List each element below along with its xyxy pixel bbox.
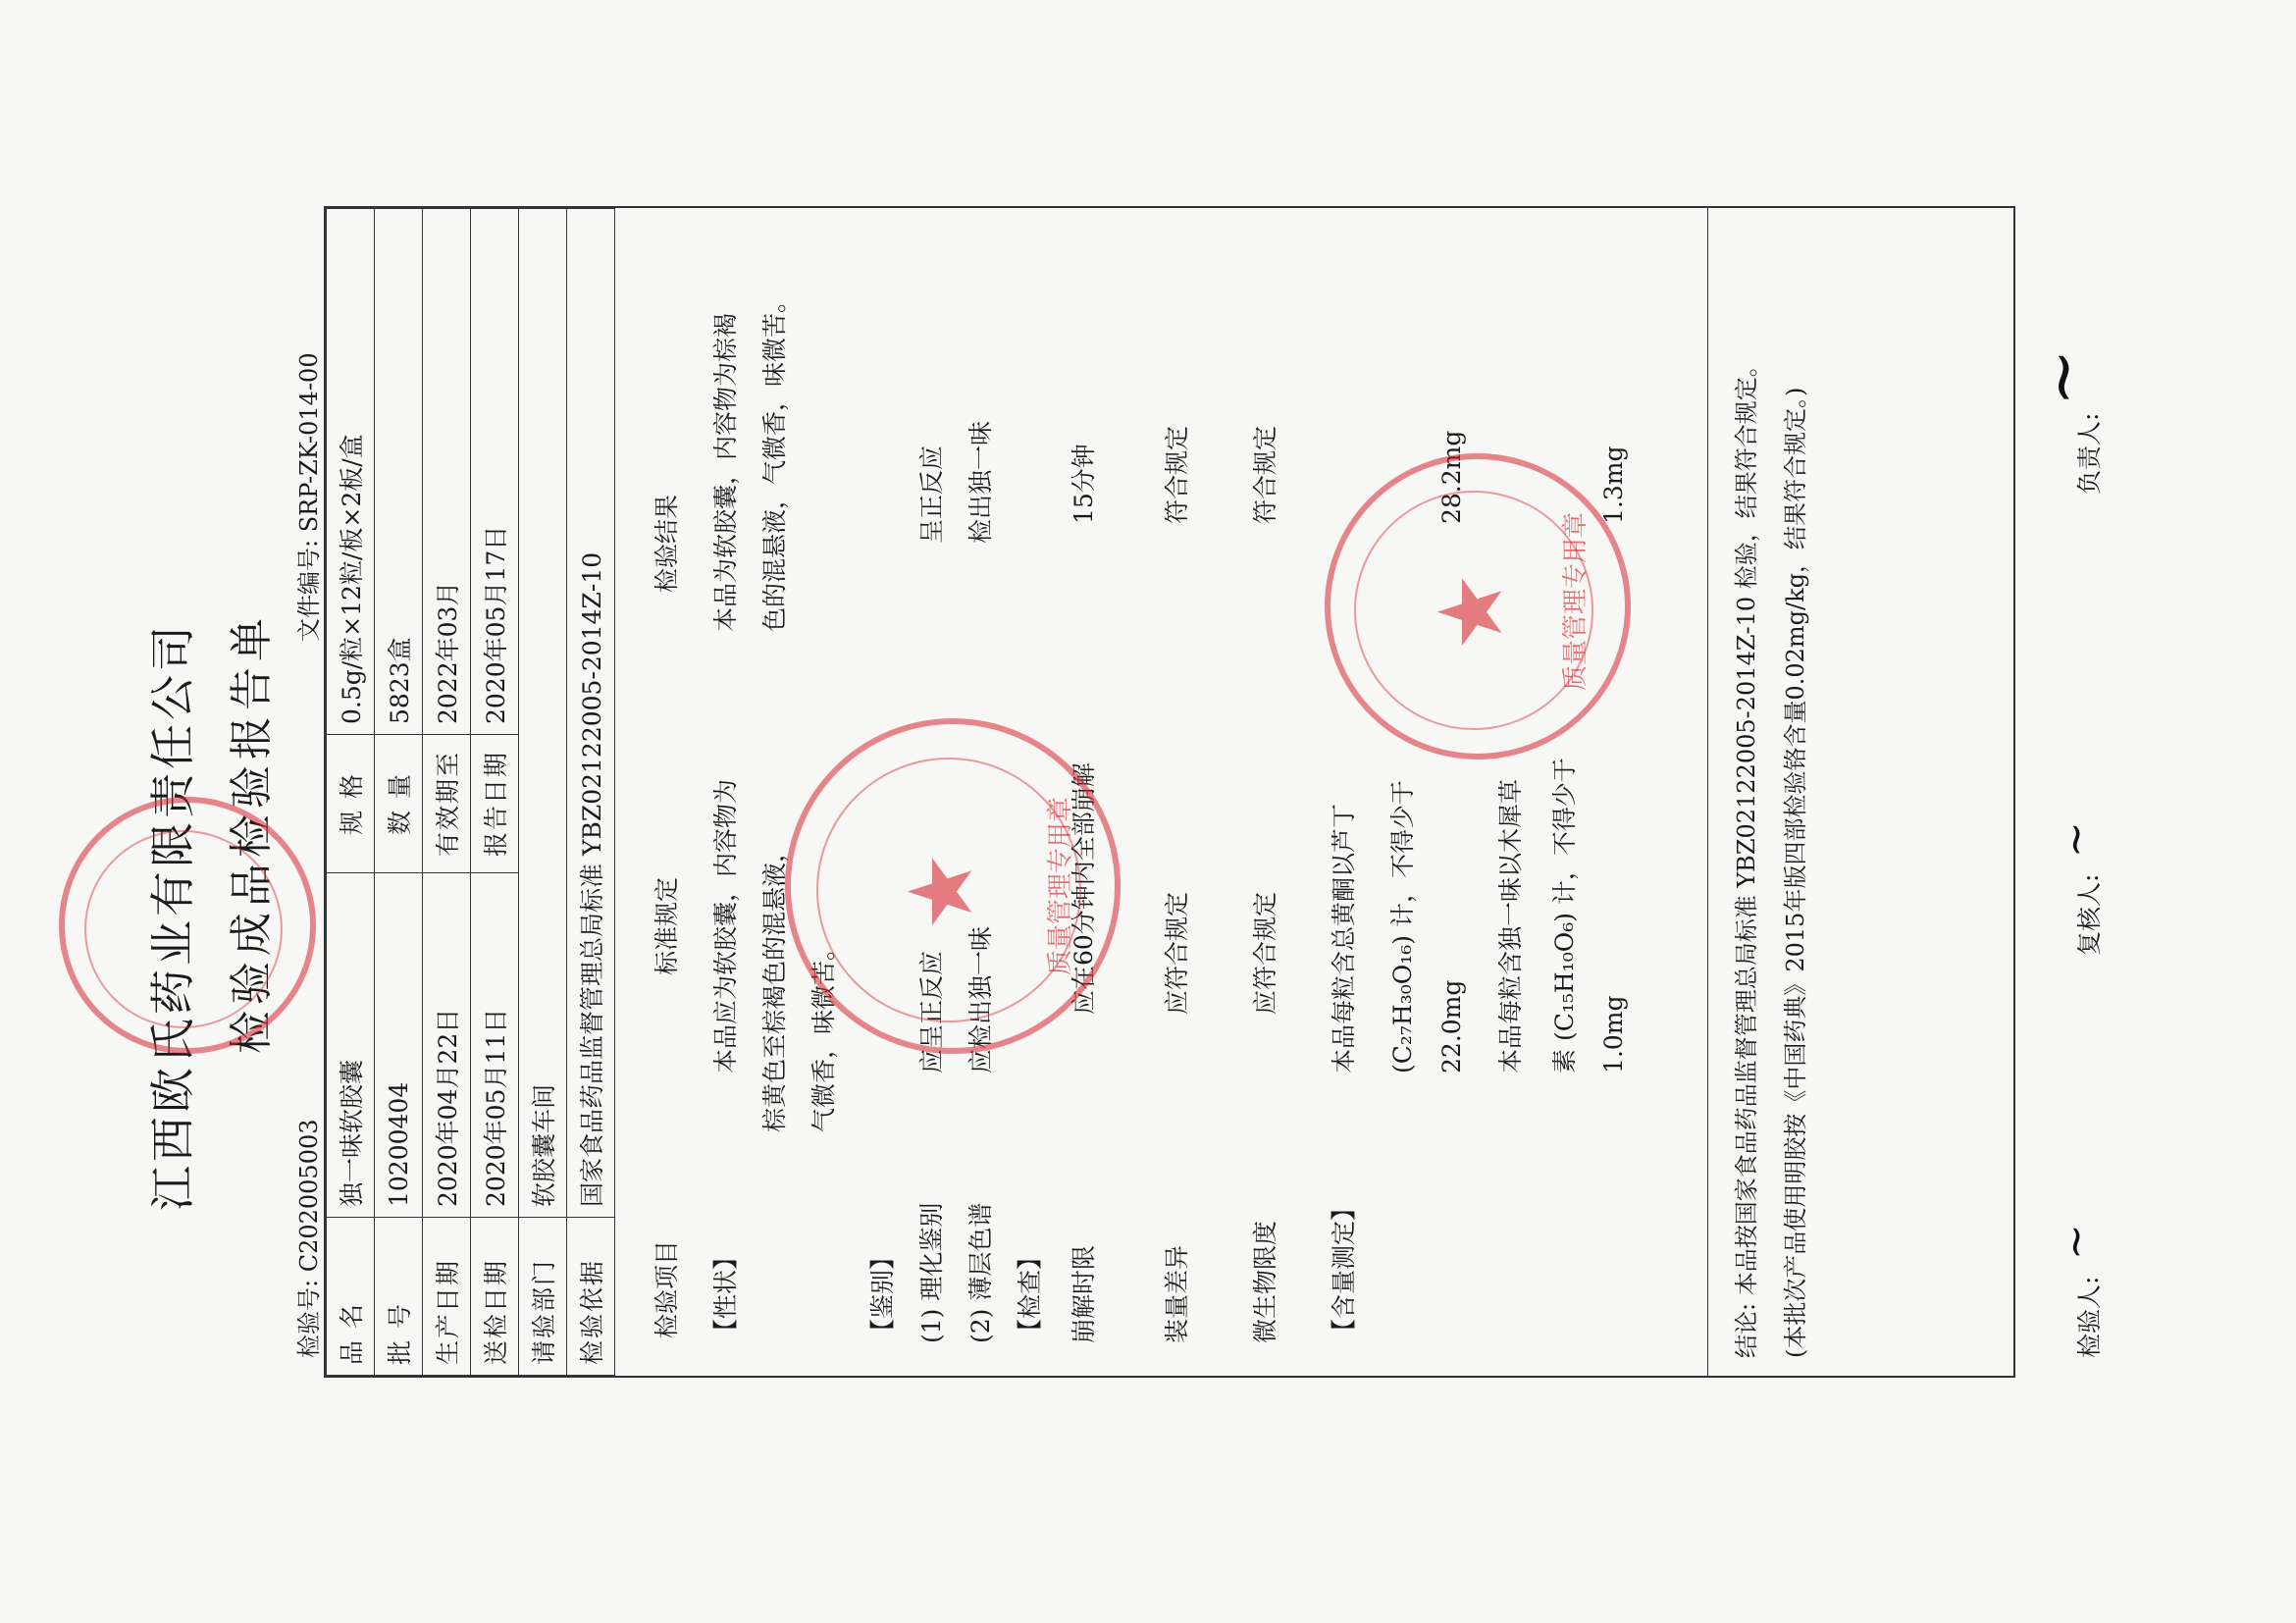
characteristics-result-2: 色的混悬液，气微香，味微苦。 [760,288,789,632]
quantity-value: 5823盒 [375,209,423,735]
responsible-label: 负责人: [2075,412,2104,495]
quantity-label: 数 量 [375,735,423,873]
inspector-label: 检验人: [2075,1276,2104,1358]
valid-until-value: 2022年03月 [423,209,471,735]
table-row [519,209,567,1376]
assay2-result: 1.3mg [1599,445,1628,524]
assay2-standard-1: 本品每粒含独一味以木犀草 [1496,778,1525,1073]
report-date-value: 2020年05月17日 [471,209,519,735]
inspection-number: 检验号: C202005003 [295,1119,323,1358]
identification-label: 【鉴别】 [868,1244,897,1343]
basis-label: 检验依据 [567,1218,615,1376]
microbial-limit-label: 微生物限度 [1251,1220,1279,1343]
characteristics-standard-3: 气微香，味微苦。 [809,935,838,1132]
file-number: 文件编号: SRP-ZK-014-00 [295,352,323,642]
company-title: 江西欧氏药业有限责任公司 [146,622,199,1211]
characteristics-result-1: 本品为软胶囊，内容物为棕褐 [711,312,740,632]
characteristics-standard-1: 本品应为软胶囊，内容物为 [711,778,740,1073]
assay-standard-1: 本品每粒含总黄酮以芦丁 [1330,803,1358,1073]
header-standard: 标准规定 [652,876,681,975]
name-label: 品 名 [327,1218,375,1376]
assay2-standard-2: 素 (C₁₅H₁₀O₆) 计，不得少于 [1550,758,1579,1073]
quality-seal-middle-center: 质量管理专用章 [1046,796,1075,975]
quality-seal-right-center: 质量管理专用章 [1561,511,1591,691]
responsible-signature: ~ [2021,348,2102,406]
batch-value: 10200404 [375,873,423,1218]
characteristics-standard-2: 棕黄色至棕褐色的混悬液， [760,837,789,1132]
table-row [375,209,423,1376]
conclusion-line-1: 结论: 本品按国家食品药品监督管理总局标准 YBZ02122005-2014Z-10 检验，结果符合规定。 [1733,353,1760,1358]
spec-label: 规 格 [327,735,375,873]
reviewer-signature: ~ [2051,821,2101,858]
characteristics-label: 【性状】 [711,1244,740,1343]
star-icon: ★ [1420,572,1523,652]
company-seal-top [59,797,316,1054]
identification-1-result: 呈正反应 [917,445,946,544]
report-date-label: 报告日期 [471,735,519,873]
disintegration-label: 崩解时限 [1070,1244,1098,1343]
assay-result: 28.2mg [1437,430,1466,524]
table-row [327,209,375,1376]
loading-variation-label: 装量差异 [1163,1244,1191,1343]
batch-label: 批 号 [375,1218,423,1376]
identification-2-standard: 应检出独一味 [966,925,995,1073]
name-value: 独一味软胶囊 [327,873,375,1218]
production-date-label: 生产日期 [423,1218,471,1376]
identification-1-standard: 应呈正反应 [917,950,946,1073]
table-row [423,209,471,1376]
dept-label: 请验部门 [519,1218,567,1376]
assay-label: 【含量测定】 [1330,1195,1358,1343]
checks-label: 【检查】 [1016,1244,1044,1343]
identification-1: (1) 理化鉴别 [917,1202,946,1343]
inspector-signature: ~ [2051,1224,2101,1260]
assay-standard-2: (C₂₇H₃₀O₁₆) 计，不得少于 [1388,779,1417,1073]
header-item: 检验项目 [652,1239,681,1338]
microbial-limit-standard: 应符合规定 [1251,891,1279,1015]
spec-value: 0.5g/粒×12粒/板×2板/盒 [327,209,375,735]
send-date-value: 2020年05月11日 [471,873,519,1218]
dept-value: 软胶囊车间 [519,209,567,1218]
table-row [567,209,615,1376]
disintegration-standard: 应在60分钟内全部崩解 [1070,762,1098,1015]
report-title: 检验成品检验报告单 [227,612,277,1054]
conclusion-line-2: (本批次产品使用明胶按《中国药典》2015年版四部检验铬含量0.02mg/kg，结果符合规定。) [1782,387,1809,1358]
production-date-value: 2020年04月22日 [423,873,471,1218]
star-icon: ★ [890,852,993,931]
reviewer-label: 复核人: [2075,873,2104,956]
disintegration-result: 15分钟 [1070,444,1098,524]
identification-2: (2) 薄层色谱 [966,1202,995,1343]
microbial-limit-result: 符合规定 [1251,425,1279,524]
send-date-label: 送检日期 [471,1218,519,1376]
assay2-standard-3: 1.0mg [1599,995,1628,1073]
table-row [471,209,519,1376]
header-result: 检验结果 [652,494,681,593]
product-info-table [326,208,615,1376]
assay-standard-3: 22.0mg [1437,979,1466,1073]
valid-until-label: 有效期至 [423,735,471,873]
loading-variation-standard: 应符合规定 [1163,891,1191,1015]
basis-value: 国家食品药品监督管理总局标准 YBZ02122005-2014Z-10 [567,209,615,1218]
loading-variation-result: 符合规定 [1163,425,1191,524]
identification-2-result: 检出独一味 [966,420,995,544]
